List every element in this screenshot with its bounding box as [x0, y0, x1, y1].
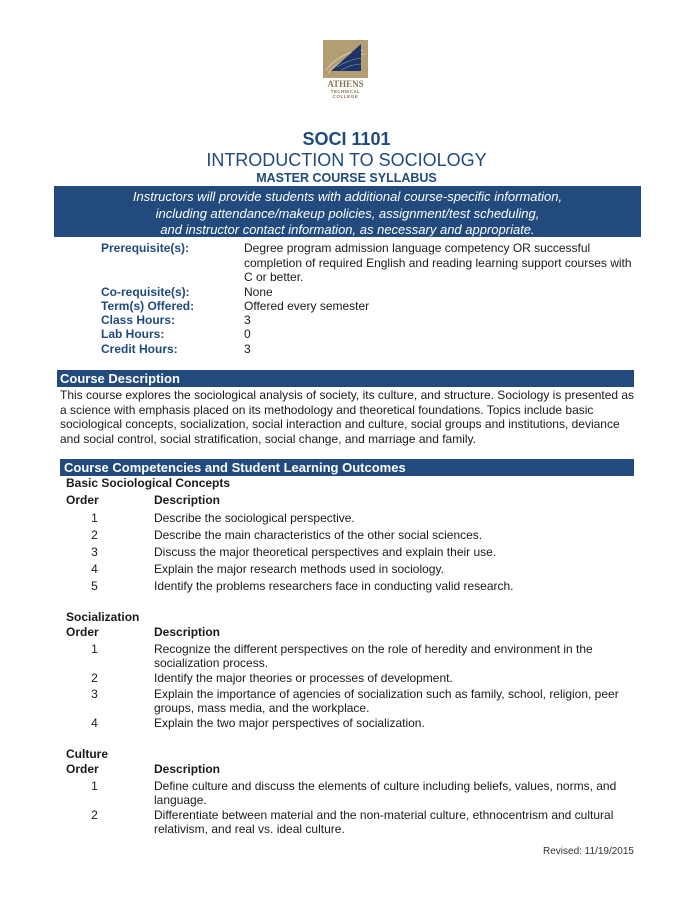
- outcome-text: Describe the sociological perspective.: [154, 511, 355, 525]
- info-value: Degree program admission language competency OR successful completion of required English and reading learning support courses with C or better.: [244, 241, 632, 284]
- outcome-order: 2: [91, 671, 98, 685]
- description-column-header: Description: [154, 762, 221, 776]
- description-column-header: Description: [154, 493, 221, 507]
- syllabus-subtitle: MASTER COURSE SYLLABUS: [256, 171, 437, 185]
- description-column-header: Description: [154, 625, 221, 639]
- outcome-text: Explain the importance of agencies of socialization such as family, school, religion, peer groups, mass media, and the workplace.: [154, 687, 619, 715]
- outcome-text: Explain the major research methods used in sociology.: [154, 562, 444, 576]
- competencies-heading: Course Competencies and Student Learning Outcomes: [60, 459, 634, 476]
- info-value: Offered every semester: [244, 299, 370, 313]
- info-value: None: [244, 285, 273, 299]
- instructor-notice-banner: [54, 186, 641, 237]
- outcome-order: 3: [91, 545, 98, 559]
- info-value: 3: [244, 342, 251, 356]
- outcome-text: Differentiate between material and the non-material culture, ethnocentrism and cultural relativism, and real vs. ideal culture.: [154, 808, 614, 836]
- outcome-text: Identify the problems researchers face in conducting valid research.: [154, 579, 514, 593]
- outcome-order: 1: [91, 779, 98, 793]
- outcome-order: 4: [91, 716, 98, 730]
- outcome-text: Recognize the different perspectives on the role of heredity and environment in the socialization process.: [154, 642, 593, 670]
- info-value: 3: [244, 313, 251, 327]
- info-label: Class Hours:: [101, 313, 176, 327]
- outcome-order: 5: [91, 579, 98, 593]
- outcome-text: Identify the major theories or processes of development.: [154, 671, 453, 685]
- course-name: INTRODUCTION TO SOCIOLOGY: [206, 150, 487, 170]
- group-title: Basic Sociological Concepts: [66, 476, 231, 490]
- college-logo: [323, 40, 368, 98]
- order-column-header: Order: [66, 625, 99, 639]
- banner-line: and instructor contact information, as necessary and appropriate.: [160, 222, 535, 237]
- logo-sail-icon: [323, 40, 368, 78]
- info-label: Lab Hours:: [101, 327, 165, 341]
- outcome-text: Describe the main characteristics of the other social sciences.: [154, 528, 483, 542]
- logo-text-technical: TECHNICAL: [330, 89, 361, 94]
- logo-emblem: [323, 40, 368, 78]
- course-code: SOCI 1101: [302, 129, 391, 149]
- outcome-order: 1: [91, 642, 98, 656]
- banner-line: including attendance/makeup policies, assignment/test scheduling,: [155, 205, 540, 221]
- info-label: Co-requisite(s):: [101, 285, 190, 299]
- outcome-order: 2: [91, 528, 98, 542]
- logo-text-athens: ATHENS: [327, 79, 364, 89]
- outcome-text: Define culture and discuss the elements of culture including beliefs, values, norms, and language.: [154, 779, 617, 807]
- outcome-order: 3: [91, 687, 98, 701]
- info-value: 0: [244, 327, 251, 341]
- outcome-order: 4: [91, 562, 98, 576]
- group-title: Socialization: [66, 610, 140, 624]
- course-description-heading: Course Description: [57, 370, 634, 387]
- outcome-text: Discuss the major theoretical perspectives and explain their use.: [154, 545, 497, 559]
- logo-text-college: COLLEGE: [332, 94, 359, 99]
- outcome-order: 2: [91, 808, 98, 822]
- revised-date: Revised: 11/19/2015: [543, 846, 634, 857]
- info-label: Term(s) Offered:: [101, 299, 195, 313]
- info-label: Credit Hours:: [101, 342, 178, 356]
- order-column-header: Order: [66, 493, 99, 507]
- outcome-text: Explain the two major perspectives of socialization.: [154, 716, 425, 730]
- group-title: Culture: [66, 747, 108, 761]
- course-description-text: This course explores the sociological analysis of society, its culture, and structure. Sociology is presented as a science with emphasis placed on its methodology and theoretical foundations. Topics include basic sociological concepts, socialization, social interaction and culture, social groups and institutions, deviance and social control, social stratification, social change, and marriage and family.: [60, 388, 635, 446]
- order-column-header: Order: [66, 762, 99, 776]
- banner-line: Instructors will provide students with additional course-specific information,: [132, 189, 563, 204]
- outcome-order: 1: [91, 511, 98, 525]
- info-label: Prerequisite(s):: [101, 241, 190, 255]
